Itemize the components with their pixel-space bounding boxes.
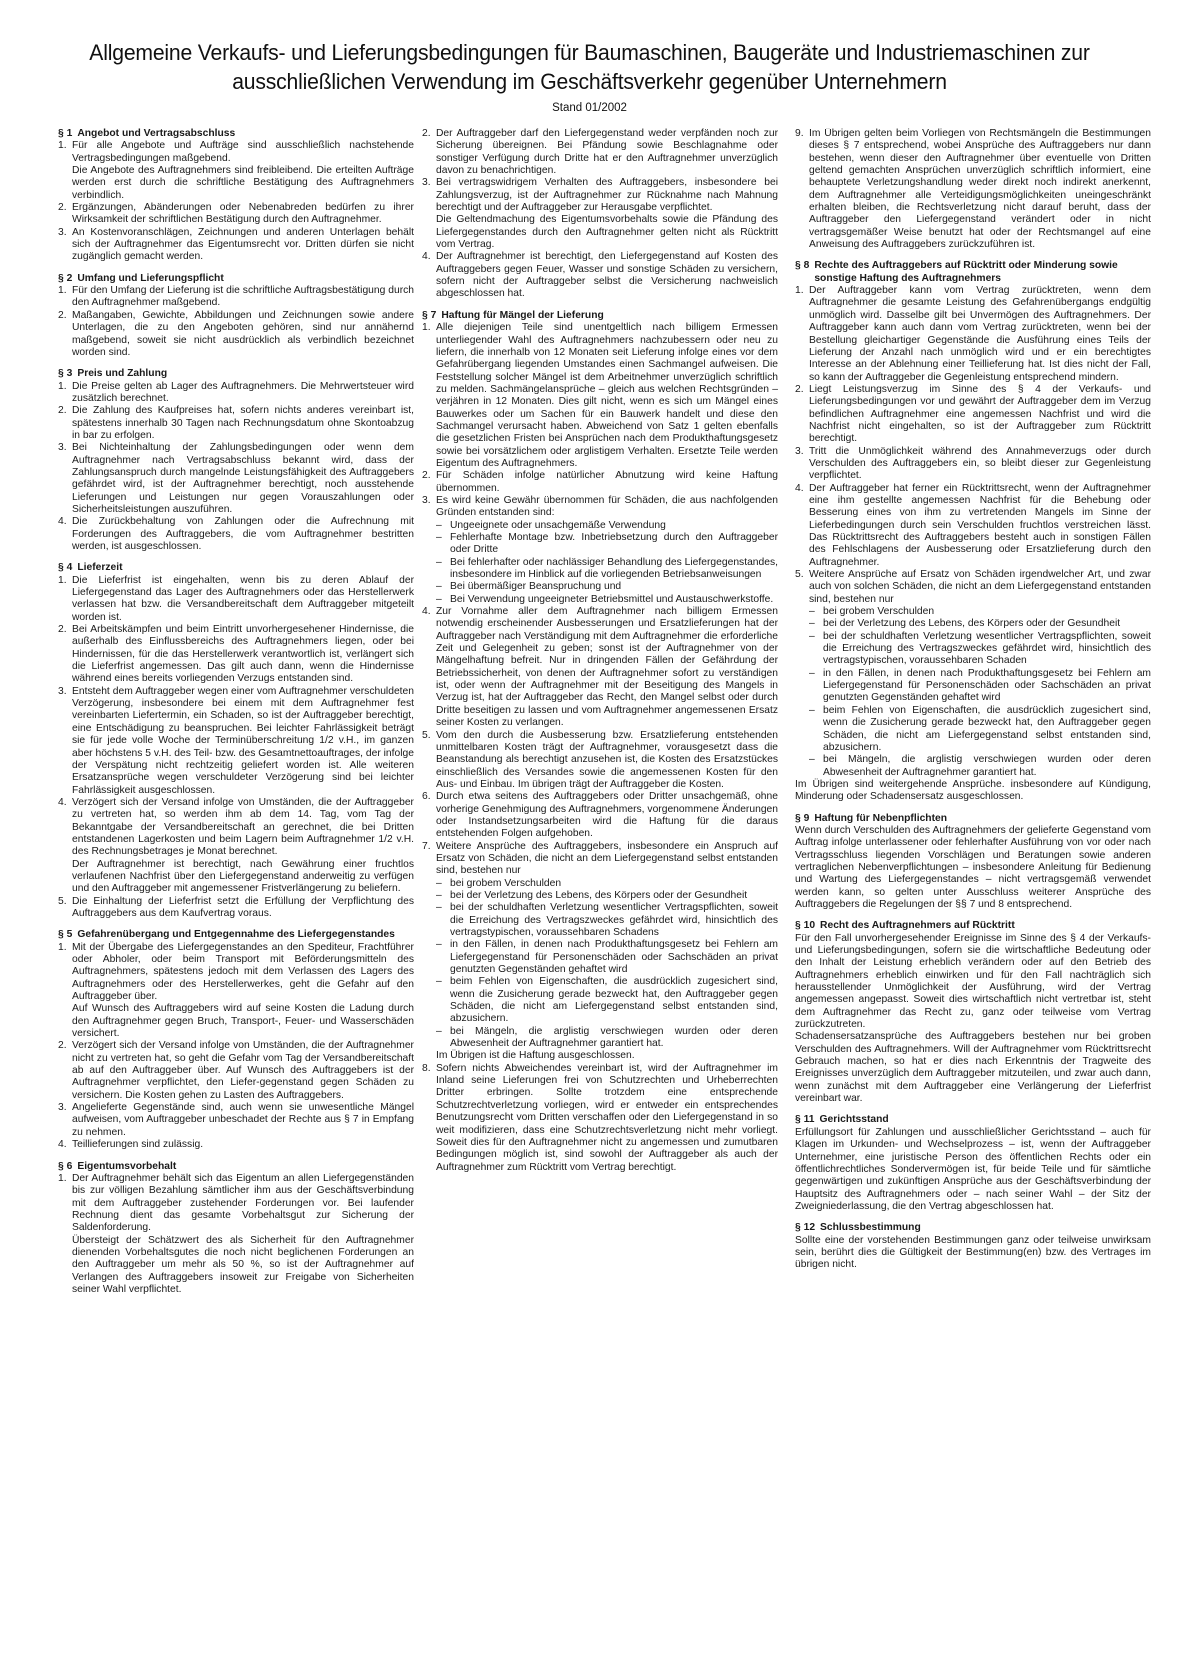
title-line-1: Allgemeine Verkaufs- und Lieferungsbedingungen für Baumaschinen, Baugeräte und Industriemaschinen zur: [89, 40, 1090, 65]
list-item: 2. Verzögert sich der Versand infolge von Umständen, die der Auftragnehmer nicht zu vertreten hat, so geht die Gefahr vom Tag der Versandbereitschaft ab auf den Auftraggeber über. Auf Wunsch des Auftraggebers ist der Auftragnehmer verpflichtet, den Liefer-gegenstand gegen Schäden zu versichern. Die Kosten gehen zu Lasten des Auftraggebers.: [58, 1040, 414, 1101]
list-item: 2. Für Schäden infolge natürlicher Abnutzung wird keine Haftung übernommen.: [422, 470, 778, 494]
list-item: 3. Entsteht dem Auftraggeber wegen einer vom Auftragnehmer verschuldeten Verzögerung, insbesondere bei einem mit dem Auftragnehmer fest vereinbarten Liefertermin, ein Schaden, so ist der Auftraggeber berechtigt, eine Entschädigung zu beanspruchen. Bei leichter Fahrlässigkeit beträgt sie für jede volle Woche der Terminüberschreitung 1/2 v.H., im ganzen aber höchstens 5 v.H. des Teil- bzw. des Gesamtnettoauftrages, der infolge der Verspätung nicht rechtzeitig geliefert worden ist. Alle weiteren Ersatzansprüche wegen verschuldeter Verzögerung sind bei leichter Fahrlässigkeit ausgeschlossen.: [58, 685, 414, 796]
section-7: [422, 310, 778, 1174]
dash-item: – in den Fällen, in denen nach Produkthaftungsgesetz bei Fehlern am Liefergegenstand für Personenschäden oder Sachschäden an privat genutzten Gegenständen gehaftet wird: [436, 939, 778, 976]
section-heading: § 6 Eigentumsvorbehalt: [58, 1160, 177, 1172]
list-item: 3. An Kostenvoranschlägen, Zeichnungen und anderen Unterlagen behält sich der Auftragnehmer das Eigentumsrecht vor. Dritten dürfen sie nicht zugänglich gemacht werden.: [58, 226, 414, 263]
dash-item: – bei Mängeln, die arglistig verschwiegen wurden oder deren Abwesenheit der Auftragnehmer garantiert hat.: [809, 754, 1151, 778]
paragraph: Wenn durch Verschulden des Auftragnehmers der gelieferte Gegenstand vom Auftrag infolge unterlassener oder fehlerhafter Ausführung von vor oder nach Vertragsschluss liegenden Vorschlägen und Beratungen sowie anderen vertraglichen Nebenverpflichtungen – insbesondere Anleitung für Bedienung und Wartung des Liefergegenstandes – nicht vertragsgemäß verwendet werden kann, so gelten unter Ausschluss weiterer Ansprüche des Auftraggebers die Regelungen der §§ 7 und 8 entsprechend.: [795, 824, 1151, 910]
dash-item: – Bei übermäßiger Beanspruchung und: [436, 581, 622, 593]
list-item: 8. Sofern nichts Abweichendes vereinbart ist, wird der Auftragnehmer im Inland seine Lieferungen frei von Schutzrechten und Urheberrechten Dritter erbringen. Sollte trotzdem eine entsprechende Schutzrechtverletzung vorliegen, wird er entweder ein entsprechendes Benutzungsrecht vom Dritten verschaffen oder den Liefergegenstand in so weit modifizieren, dass eine Schutzrechtsverletzung nicht mehr vorliegt. Soweit dies für den Auftragnehmer nicht zu angemessen und zumutbaren Bedingungen möglich ist, sind sowohl der Auftraggeber als auch der Auftragnehmer zum Rücktritt vom Vertrag berechtigt.: [422, 1062, 778, 1173]
section-12: [795, 1222, 1151, 1271]
section-8: [795, 260, 1151, 803]
list-item: 5. Weitere Ansprüche auf Ersatz von Schäden irgendwelcher Art, und zwar auch von solchen Schäden, die nicht an dem Liefergegenstand entstanden sind, bestehen nur – bei grobem Verschulden – bei der Verletzung des Lebens, des Körpers oder der Gesundheit – bei der schuldhaften Verletzung wesentlicher Vertragspflichten, soweit die Erreichung des Vertragszweckes gefährdet wird, hinsichtlich des vertragstypischen, voraussehbaren Schaden – in den Fällen, in denen nach Produkthaftungsgesetz bei Fehlern am Liefergegenstand für Personenschäden oder Sachschäden an privat genutzten Gegenständen gehaftet wird – beim Fehlen von Eigenschaften, die ausdrücklich zugesichert sind, wenn die Zusicherung gerade bezweckt hat, den Auftraggeber gegen Schäden, die nicht am Liefergegenstand selbst entstanden sind, abzusichern. – bei Mängeln, die arglistig verschwiegen wurden oder deren Abwesenheit der Auftragnehmer garantiert hat.: [795, 569, 1151, 778]
section-7-continued: [795, 128, 1151, 251]
list-item: 1. Für den Umfang der Lieferung ist die schriftliche Auftragsbestätigung durch den Auftragnehmer maßgebend.: [58, 285, 414, 309]
list-item: 4. Die Zurückbehaltung von Zahlungen oder die Aufrechnung mit Forderungen des Auftraggebers, die vom Auftragnehmer bestritten werden, ist ausgeschlossen.: [58, 516, 414, 552]
dash-item: – Bei Verwendung ungeeigneter Betriebsmittel und Austauschwerkstoffe.: [436, 593, 774, 605]
list-item: 3. Bei Nichteinhaltung der Zahlungsbedingungen oder wenn dem Auftragnehmer nach Vertragsabschluss bekannt wird, dass der Zahlungsanspruch durch mangelnde Leistungsfähigkeit des Auftraggebers gefährdet wird, ist der Auftragnehmer berechtigt, noch ausstehende Lieferungen und Leistungen nur gegen Vorauszahlungen oder Sicherheitsleistungen auszuführen.: [58, 442, 414, 515]
list-item: 1. Alle diejenigen Teile sind unentgeltlich nach billigem Ermessen unterliegender Wahl des Auftragnehmers nachzubessern oder neu zu liefern, die innerhalb von 12 Monaten seit Lieferung infolge eines vor dem Gefahrübergang liegenden Umstandes einen Sachmangel aufweisen. Die Feststellung solcher Mängel ist dem Arbeitnehmer unverzüglich schriftlich zu melden. Sachmängelansprüche – gleich aus welchen Rechtsgründen – verjähren in 12 Monaten. Dies gilt nicht, wenn es sich um Mängel eines Bauwerkes oder um Sachen für ein Bauwerk handelt und diese den Sachmangel verursacht haben. Abweichend von Satz 1 gelten ebenfalls die gesetzlichen Fristen bei Ansprüchen nach dem Produkthaftungsgesetz sowie bei vorsätzlichem oder arglistigem Verhalten. Ersetzte Teile werden Eigentum des Auftragnehmers.: [422, 322, 778, 469]
dash-item: – bei der Verletzung des Lebens, des Körpers oder der Gesundheit: [436, 889, 748, 901]
list-item: 2. Die Zahlung des Kaufpreises hat, sofern nichts anderes vereinbart ist, spätestens innerhalb 30 Tagen nach Rechnungsdatum ohne Skontoabzug in bar zu erfolgen.: [58, 405, 414, 441]
paragraph: Erfüllungsort für Zahlungen und ausschließlicher Gerichtsstand – auch für Klagen im Urkunden- und Wechselprozess – ist, wenn der Auftraggeber Unternehmer, eine juristische Person des öffentlichen Rechts oder ein öffentlichrechtliches Sondervermögen ist, für beide Teile und für sämtliche gegenwärtigen und zukünftigen Ansprüche aus der Geschäftsverbindung der Hauptsitz des Auftragnehmers oder – nach seiner Wahl – der Sitz der Zweigniederlassung, die den Vertrag abgeschlossen hat.: [795, 1126, 1151, 1212]
list-item: 9. Im Übrigen gelten beim Vorliegen von Rechtsmängeln die Bestimmungen dieses § 7 entsprechend, wobei Ansprüche des Auftraggebers nur dann bestehen, wenn dieser den Auftragnehmer über eventuelle von Dritten geltend gemachten Ansprüchen unverzüglich schriftlich informiert, eine behauptete Verletzungshandlung weder direkt noch indirekt anerkennt, dem Auftragnehmer alle Verteidigungsmöglichkeiten uneingeschränkt erhalten bleiben, die Rechtsverletzung nicht darauf beruht, dass der Auftraggeber den Liefergegenstand verändert oder in nicht vertragsgemäßer Weise benutzt hat oder der Rechtsmangel auf eine Anweisung des Auftraggebers zurückzuführen ist.: [795, 128, 1151, 251]
dash-item: – Bei fehlerhafter oder nachlässiger Behandlung des Liefergegenstandes, insbesondere im Hinblick auf die vorliegenden Betriebsanweisungen: [436, 556, 778, 581]
document-date: Stand 01/2002: [552, 102, 627, 114]
list-item: 3. Tritt die Unmöglichkeit während des Annahmeverzugs oder durch Verschulden des Auftraggebers ein, so bleibt dieser zur Gegenleistung verpflichtet.: [795, 445, 1151, 482]
list-item: 3. Bei vertragswidrigem Verhalten des Auftraggebers, insbesondere bei Zahlungsverzug, ist der Auftragnehmer zur Rücknahme nach Mahnung berechtigt und der Auftraggeber zur Herausgabe verpflichtet. Die Geltendmachung des Eigentumsvorbehalts sowie die Pfändung des Liefergegenstandes durch den Auftragnehmer gelten nicht als Rücktritt vom Vertrag.: [422, 177, 778, 251]
list-item: 5. Vom den durch die Ausbesserung bzw. Ersatzlieferung entstehenden unmittelbaren Kosten trägt der Auftragnehmer, vorausgesetzt dass die Beanstandung als berechtigt anzusehen ist, die Kosten des Ersatzstückes einschließlich des Versandes sowie die angemessenen Kosten für den Aus- und Einbau. Im übrigen trägt der Auftraggeber die Kosten.: [422, 729, 778, 790]
dash-item: – bei der schuldhaften Verletzung wesentlicher Vertragspflichten, soweit die Erreichung des Vertragszweckes gefährdet wird, hinsichtlich des vertragstypischen, voraussehbaren Schadens: [436, 902, 778, 938]
paragraph: Sollte eine der vorstehenden Bestimmungen ganz oder teilweise unwirksam sein, berührt dies die Gültigkeit der Bestimmung(en) bzw. des Vertrages im übrigen nicht.: [795, 1234, 1151, 1271]
dash-item: – beim Fehlen von Eigenschaften, die ausdrücklich zugesichert sind, wenn die Zusicherung gerade bezweckt hat, den Auftraggeber gegen Schäden, die nicht am Liefergegenstand selbst entstanden sind, abzusichern.: [436, 976, 778, 1025]
section-10: [795, 920, 1151, 1105]
list-item: 1. Der Auftragnehmer behält sich das Eigentum an allen Liefergegenständen bis zur völligen Bezahlung sämtlicher ihm aus der Geschäftsverbindung mit dem Auftraggeber zustehender Forderungen vor. Bei laufender Rechnung dient das gesamte Vorbehaltsgut zur Sicherung der Saldenforderung. Übersteigt der Schätzwert des als Sicherheit für den Auftragnehmer dienenden Vorbehaltsgutes die noch nicht beglichenen Forderungen an den Auftraggeber um mehr als 50 %, so ist der Auftragnehmer auf Verlangen des Auftraggebers insoweit zur Freigabe von Sicherheiten seiner Wahl verpflichtet.: [58, 1172, 414, 1295]
dash-item: – bei grobem Verschulden: [436, 877, 562, 889]
list-item: 2. Der Auftraggeber darf den Liefergegenstand weder verpfänden noch zur Sicherung übereignen. Bei Pfändung sowie Beschlagnahme oder sonstiger Verfügung durch Dritte hat er den Auftragnehmer unverzüglich davon zu benachrichtigen.: [422, 128, 778, 177]
list-item: 6. Durch etwa seitens des Auftraggebers oder Dritter unsachgemäß, ohne vorherige Genehmigung des Auftragnehmers, vorgenommene Änderungen oder Instandsetzungsarbeiten wird die Haftung für die daraus entstehenden Folgen aufgehoben.: [422, 791, 778, 840]
list-item: 1. Der Auftraggeber kann vom Vertrag zurücktreten, wenn dem Auftragnehmer die gesamte Leistung des Gefahrenübergangs endgültig unmöglich wird. Dasselbe gilt bei Unvermögen des Auftragnehmers. Der Auftraggeber kann auch dann vom Vertrag zurücktreten, wenn bei der Bestellung gleichartiger Gegenstände die Ausführung eines Teils der Lieferung der Anzahl nach unmöglich wird und er ein berechtigtes Interesse an der Ablehnung einer Teillieferung hat. Ist dies nicht der Fall, so kann der Auftraggeber die Gegenleistung entsprechend mindern.: [795, 285, 1151, 383]
section-11: [795, 1114, 1151, 1213]
section-heading: § 11 Gerichtsstand: [795, 1114, 889, 1126]
section-heading: § 3 Preis und Zahlung: [58, 368, 168, 380]
list-item: 4. Verzögert sich der Versand infolge von Umständen, die der Auftraggeber zu vertreten hat, so werden ihm ab dem 14. Tag, vom Tag der Bekanntgabe der Versandbereitschaft an gerechnet, die bei Dritten entstandenen Lagerkosten und beim Lagern beim Auftragnehmer 1/2 v.H. des Rechnungsbetrages je Monat berechnet. Der Auftragnehmer ist berechtigt, nach Gewährung einer fruchtlos verlaufenen Nachfrist über den Liefergegenstand anderweitig zu verfügen und den Auftraggeber mit angemessener Fristverlängerung zu beliefern.: [58, 796, 414, 895]
dash-item: – Fehlerhafte Montage bzw. Inbetriebsetzung durch den Auftraggeber oder Dritte: [436, 532, 778, 556]
list-item: 1. Mit der Übergabe des Liefergegenstandes an den Spediteur, Frachtführer oder Abholer, oder beim Transport mit Beförderungsmitteln des Auftragnehmers, spätestens jedoch mit dem Verlassen des Lagers des Auftragnehmers oder des Herstellerwerkes, geht die Gefahr auf den Auftraggeber über. Auf Wunsch des Auftraggebers wird auf seine Kosten die Ladung durch den Auftragnehmer gegen Bruch, Transport-, Feuer- und Wasserschäden versichert.: [58, 941, 414, 1040]
column-2: [422, 128, 778, 1656]
list-item: 4. Zur Vornahme aller dem Auftragnehmer nach billigem Ermessen notwendig erscheinender Ausbesserungen und Ersatzlieferungen hat der Auftraggeber nach Verständigung mit dem Auftragnehmer die erforderliche Zeit und Gelegenheit zu geben; sonst ist der Auftragnehmer von der Mängelhaftung befreit. Nur in dringenden Fällen der Gefährdung der Betriebssicherheit, von denen der Auftragnehmer sofort zu verständigen ist, oder wenn der Auftragnehmer mit der Beseitigung des Mangels in Verzug ist, hat der Auftraggeber das Recht, den Mangel selbst oder durch Dritte beseitigen zu lassen und vom Auftragnehmer angemessenen Ersatz seiner Kosten zu verlangen.: [422, 606, 778, 729]
list-item: 4. Teillieferungen sind zulässig.: [58, 1139, 204, 1151]
dash-item: – beim Fehlen von Eigenschaften, die ausdrücklich zugesichert sind, wenn die Zusicherung gerade bezweckt hat, den Auftraggeber gegen Schäden, die nicht am Liefergegenstand selbst entstanden sind, abzusichern.: [809, 704, 1151, 753]
section-heading: § 2 Umfang und Lieferungspflicht: [58, 272, 224, 284]
title-line-2: ausschließlichen Verwendung im Geschäftsverkehr gegenüber Unternehmern: [232, 69, 947, 94]
section-4: [58, 562, 414, 920]
section-heading: § 10 Recht des Auftragnehmers auf Rücktritt: [795, 920, 1015, 932]
section-6: [58, 1161, 414, 1297]
column-3: [795, 128, 1151, 1656]
section-heading: § 9 Haftung für Nebenpflichten: [795, 812, 948, 824]
section-6-continued: [422, 128, 778, 301]
section-5: [58, 929, 414, 1151]
list-item: 7. Weitere Ansprüche des Auftraggebers, insbesondere ein Anspruch auf Ersatz von Schäden, die nicht an dem Liefergegenstand selbst entstanden sind, bestehen nur – bei grobem Verschulden – bei der Verletzung des Lebens, des Körpers oder der Gesundheit – bei der schuldhaften Verletzung wesentlicher Vertragspflichten, soweit die Erreichung des Vertragszweckes gefährdet wird, hinsichtlich des vertragstypischen, voraussehbaren Schadens – in den Fällen, in denen nach Produkthaftungsgesetz bei Fehlern am Liefergegenstand für Personenschäden oder Sachschäden an privat genutzten Gegenständen gehaftet wird – beim Fehlen von Eigenschaften, die ausdrücklich zugesichert sind, wenn die Zusicherung gerade bezweckt hat, den Auftraggeber gegen Schäden, die nicht am Liefergegenstand selbst entstanden sind, abzusichern. – bei Mängeln, die arglistig verschwiegen wurden oder deren Abwesenheit der Auftragnehmer garantiert hat. Im Übrigen ist die Haftung ausgeschlossen.: [422, 840, 778, 1062]
paragraph: Für den Fall unvorhergesehender Ereignisse im Sinne des § 4 der Verkaufs- und Lieferungsbedingungen, sofern sie die wirtschaftliche Bedeutung oder den Inhalt der Leistung erheblich verändern oder auf den Betrieb des Auftragnehmers erheblich einwirken und für den Fall nachträglich sich herausstellender Unmöglichkeit der Ausführung, wird der Vertrag angemessen angepasst. Soweit dies wirtschaftlich nicht vertretbar ist, steht dem Auftragnehmer das Recht zu, ganz oder teilweise vom Vertrag zurückzutreten.: [795, 932, 1151, 1031]
section-heading: § 7 Haftung für Mängel der Lieferung: [422, 309, 604, 321]
list-item: 3. Es wird keine Gewähr übernommen für Schäden, die aus nachfolgenden Gründen entstanden sind: – Ungeeignete oder unsachgemäße Verwendung – Fehlerhafte Montage bzw. Inbetriebsetzung durch den Auftraggeber oder Dritte – Bei fehlerhafter oder nachlässiger Behandlung des Liefergegenstandes, insbesondere im Hinblick auf die vorliegenden Betriebsanweisungen – Bei übermäßiger Beanspruchung und – Bei Verwendung ungeeigneter Betriebsmittel und Austauschwerkstoffe.: [422, 494, 778, 605]
section-1: [58, 128, 414, 264]
section-2: [58, 273, 414, 359]
section-9: [795, 813, 1151, 912]
paragraph: Im Übrigen sind weitergehende Ansprüche. insbesondere auf Kündigung, Minderung oder Schadensersatz ausgeschlossen.: [795, 778, 1151, 803]
list-item: 4. Der Auftraggeber hat ferner ein Rücktrittsrecht, wenn der Auftragnehmer eine ihm gestellte angemessen Nachfrist für die Behebung oder Besserung eines von ihm zu vertretenden Mangels im Sinne der Lieferbedingungen durch sein Verschulden fruchtlos verstreichen lässt. Das Rücktrittsrecht des Auftraggebers besteht auch in sonstigen Fällen des Fehlschlagens der Ausbesserung oder Ersatzlieferung durch den Auftragnehmer.: [795, 482, 1151, 568]
list-item: 2. Liegt Leistungsverzug im Sinne des § 4 der Verkaufs- und Lieferungsbedingungen vor und gewährt der Auftraggeber dem im Verzug befindlichen Auftragnehmer eine angemessen Nachfrist und wird die Nachfrist nicht eingehalten, so ist der Auftraggeber zum Rücktritt berechtigt.: [795, 383, 1151, 445]
section-heading: § 5 Gefahrenübergang und Entgegennahme des Liefergegenstandes: [58, 929, 395, 941]
dash-item: – in den Fällen, in denen nach Produkthaftungsgesetz bei Fehlern am Liefergegenstand für Personenschäden oder Sachschäden an privat genutzten Gegenständen gehaftet wird: [809, 667, 1151, 704]
list-item: 2. Maßangaben, Gewichte, Abbildungen und Zeichnungen sowie andere Unterlagen, die zu den Angeboten gehören, sind nur annähernd maßgebend, soweit sie nicht ausdrücklich als verbindlich bezeichnet worden sind.: [58, 309, 414, 358]
document-title: [73, 38, 1106, 96]
list-item: 3. Angelieferte Gegenstände sind, auch wenn sie unwesentliche Mängel aufweisen, vom Auftraggeber unbeschadet der Rechte aus § 7 in Empfang zu nehmen.: [58, 1102, 414, 1138]
dash-item: – bei grobem Verschulden: [809, 606, 935, 618]
paragraph: Schadensersatzansprüche des Auftraggebers bestehen nur bei groben Verschulden des Auftragnehmers. Will der Auftragnehmer vom Rücktrittsrecht Gebrauch machen, so hat er dies nach Erkenntnis der Tragweite des Ereignisses unverzüglich dem Auftraggeber mitzuteilen, und zwar auch dann, wenn zunächst mit dem Auftraggeber eine Verlängerung der Lieferfrist vereinbart war.: [795, 1031, 1151, 1105]
section-heading: § 4 Lieferzeit: [58, 562, 123, 574]
list-item: 4. Der Auftragnehmer ist berechtigt, den Liefergegenstand auf Kosten des Auftraggebers gegen Feuer, Wasser und sonstige Schäden zu versichern, sofern nicht der Auftraggeber selbst die Versicherung nachweislich abgeschlossen hat.: [422, 251, 778, 300]
list-item: 2. Ergänzungen, Abänderungen oder Nebenabreden bedürfen zu ihrer Wirksamkeit der schriftlichen Bestätigung durch den Auftragnehmer.: [58, 202, 414, 226]
dash-item: – Ungeeignete oder unsachgemäße Verwendung: [436, 519, 666, 531]
list-item: 5. Die Einhaltung der Lieferfrist setzt die Erfüllung der Verpflichtung des Auftraggebers aus dem Kaufvertrag voraus.: [58, 895, 414, 919]
list-item: 2. Bei Arbeitskämpfen und beim Eintritt unvorhergesehener Hindernisse, die außerhalb des Einflussbereichs des Auftragnehmers liegen, oder bei Hindernissen, für die das Herstellerwerk verantwortlich ist, verlängert sich die Lieferfrist angemessen. Das gilt auch dann, wenn die Hindernisse während eines bereits vorliegenden Verzugs entstanden sind.: [58, 624, 414, 685]
section-3: [58, 368, 414, 553]
section-heading: § 8 Rechte des Auftraggebers auf Rücktritt oder Minderung sowie sonstige Haftung des Auftragnehmers: [795, 260, 1118, 284]
section-heading: § 1 Angebot und Vertragsabschluss: [58, 128, 236, 139]
list-item: 1. Die Lieferfrist ist eingehalten, wenn bis zu deren Ablauf der Liefergegenstand das Lager des Auftragnehmers oder das Herstellerwerk verlassen hat bzw. die Versandbereitschaft dem Auftraggeber mitgeteilt worden ist.: [58, 574, 414, 623]
list-item: 1. Die Preise gelten ab Lager des Auftragnehmers. Die Mehrwertsteuer wird zusätzlich berechnet.: [58, 380, 414, 404]
dash-item: – bei der Verletzung des Lebens, des Körpers oder der Gesundheit: [809, 618, 1121, 630]
list-item: 1. Für alle Angebote und Aufträge sind ausschließlich nachstehende Vertragsbedingungen maßgebend. Die Angebote des Auftragnehmers sind freibleibend. Die erteilten Aufträge werden erst durch die schriftliche Bestätigung des Auftragnehmers verbindlich.: [58, 140, 414, 201]
section-heading: § 12 Schlussbestimmung: [795, 1222, 921, 1234]
column-1: [58, 128, 414, 1656]
dash-item: – bei der schuldhaften Verletzung wesentlicher Vertragspflichten, soweit die Erreichung des Vertragszweckes gefährdet wird, hinsichtlich des vertragstypischen, voraussehbaren Schaden: [809, 630, 1151, 667]
dash-item: – bei Mängeln, die arglistig verschwiegen wurden oder deren Abwesenheit der Auftragnehmer garantiert hat.: [436, 1025, 778, 1050]
